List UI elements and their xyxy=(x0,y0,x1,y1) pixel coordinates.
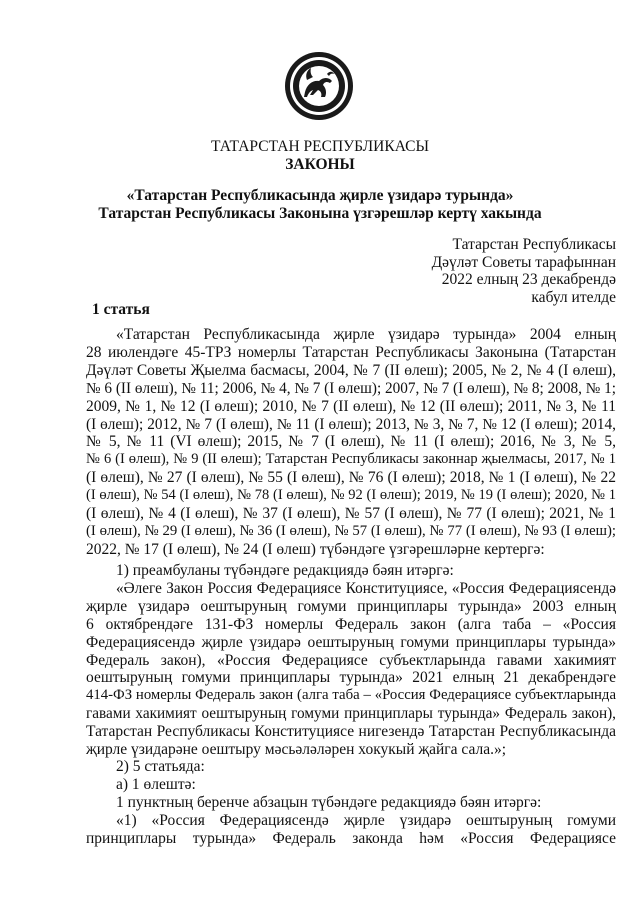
text-line: (I өлеш), № 4 (I өлеш), № 37 (I өлеш), № 57 (I өлеш), № 77 (I өлеш); 2021, № 1 xyxy=(86,505,616,523)
text-line: № 6 (II өлеш), № 11; 2006, № 4, № 7 (I өлеш); 2007, № 7 (I өлеш), № 8; 2008, № 1; xyxy=(86,379,616,397)
text-line: № 5, № 11 (VI өлеш); 2015, № 7 (I өлеш), № 11 (I өлеш); 2016, № 3, № 5, xyxy=(86,433,616,451)
item-1-paragraph xyxy=(86,562,616,759)
republic-heading: ТАТАРСТАН РЕСПУБЛИКАСЫ xyxy=(211,138,429,155)
law-title-line-2: Татарстан Республикасы Законына үзгәрешләр кертү хакында xyxy=(98,205,542,222)
item-1-label: 1) преамбуланы түбәндәге редакциядә бәян итәргә: xyxy=(116,562,454,579)
article-heading: 1 статья xyxy=(92,301,150,318)
text-line: (I өлеш); 2012, № 7 (I өлеш), № 11 (I өлеш); 2013, № 3, № 7, № 12 (I өлеш); 2014, xyxy=(86,415,616,433)
item-2-label: 2) 5 статьяда: xyxy=(116,758,205,775)
adoption-line-3: 2022 елның 23 декабрендә xyxy=(441,271,616,288)
text-line: принциплары турында» Федераль законда һәм «Россия Федерациясе xyxy=(86,829,616,847)
text-line: Дәүләт Советы Җыелма басмасы, 2004, № 7 (II өлеш); 2005, № 2, № 4 (I өлеш), xyxy=(86,361,616,379)
article-intro-paragraph xyxy=(86,326,616,559)
adoption-line-4: кабул ителде xyxy=(531,288,616,306)
text-line: 6 октябрендәге 131-ФЗ номерлы Федераль закон (алга таба – «Россия xyxy=(86,615,616,633)
text-line: гавами хакимият оештыруның гомуми принциплары турында» Федераль закон), xyxy=(86,705,616,723)
text-line: җирле үзидарә оештыруның гомуми принциплары турында» 2003 елның xyxy=(86,597,616,615)
item-2-paragraph xyxy=(86,758,616,848)
item-2a-label: а) 1 өлештә: xyxy=(116,775,196,793)
text-line: (I өлеш), № 29 (I өлеш), № 36 (I өлеш), № 57 (I өлеш), № 77 (I өлеш), № 93 (I өлеш); xyxy=(86,522,616,539)
text-line: № 6 (I өлеш), № 9 (II өлеш); Татарстан Республикасы законнар җыелмасы, 2017, № 1 xyxy=(86,451,616,468)
text-line: 2009, № 1, № 12 (I өлеш); 2010, № 7 (II өлеш), № 12 (II өлеш); 2011, № 3, № 11 xyxy=(86,397,616,415)
adoption-line-2: Дәүләт Советы тарафыннан xyxy=(431,253,616,271)
text-line: 414-ФЗ номерлы Федераль закон (алга таба – «Россия Федерациясе субъектларында xyxy=(86,687,616,704)
text-line: җирле үзидарәне оештыру мәсьәләләрен хокукый җайга сала.»; xyxy=(86,741,507,759)
text-line: 28 июлендәге 45-ТРЗ номерлы Татарстан Республикасы Законына (Татарстан xyxy=(86,343,616,361)
text-line: (I өлеш), № 27 (I өлеш), № 55 (I өлеш), № 76 (I өлеш); 2018, № 1 (I өлеш), № 22 xyxy=(86,469,616,487)
law-title-line-1: «Татарстан Республикасында җирле үзидарә турында» xyxy=(126,187,514,204)
text-line: «Әлеге Закон Россия Федерациясе Конституциясе, «Россия Федерациясендә xyxy=(116,579,616,597)
adoption-line-1: Татарстан Республикасы xyxy=(452,236,616,253)
text-line: «Татарстан Республикасында җирле үзидарә турында» 2004 елның xyxy=(116,326,616,343)
text-line: Татарстан Республикасы Конституциясе нигезендә Татарстан Республикасында xyxy=(86,723,616,741)
text-line: Федерациясендә җирле үзидарә оештыруның гомуми принциплары турында» xyxy=(86,633,616,651)
text-line: оештыруның гомуми принциплары турында» 2021 елның 21 декабрендәге xyxy=(86,669,616,687)
doc-type-heading: ЗАКОНЫ xyxy=(285,156,355,173)
text-line: 2022, № 17 (I өлеш), № 24 (I өлеш) түбәндәге үзгәрешләрне кертергә: xyxy=(86,540,545,558)
text-line: «1) «Россия Федерациясендә җирле үзидарә оештыруның гомуми xyxy=(116,811,616,829)
item-2a-text: 1 пунктның беренче абзацын түбәндәге редакциядә бәян итәргә: xyxy=(116,793,542,811)
text-line: (I өлеш), № 54 (I өлеш), № 78 (I өлеш), № 92 (I өлеш); 2019, № 19 (I өлеш); 2020, № 1 xyxy=(86,487,616,504)
tatarstan-emblem-icon xyxy=(283,50,355,122)
text-line: Федераль закон), «Россия Федерациясе субъектларында гавами хакимият xyxy=(86,651,616,669)
